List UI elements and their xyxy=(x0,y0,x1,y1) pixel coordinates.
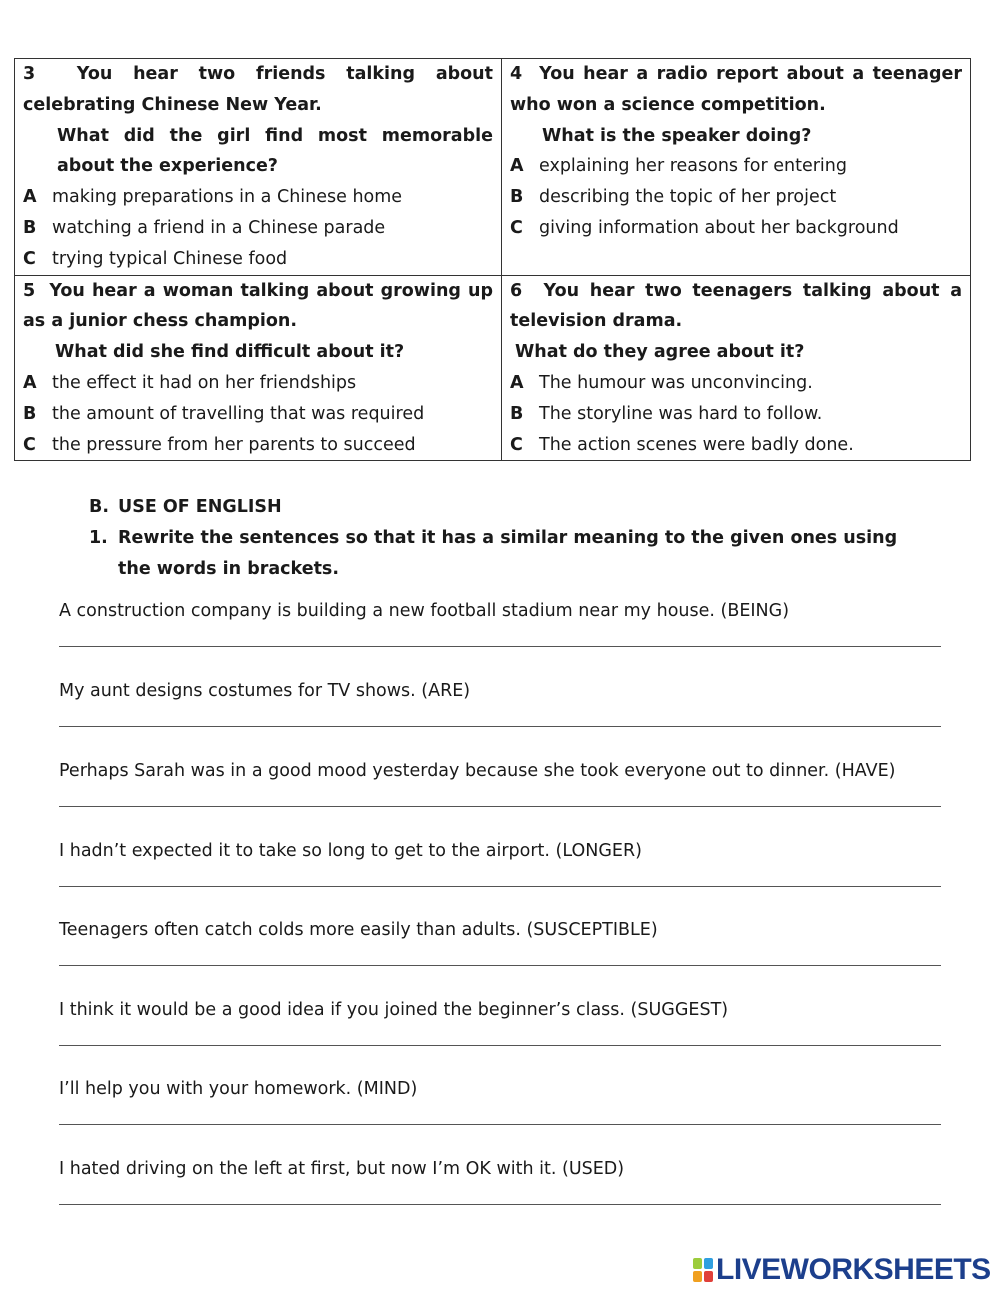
section-label: B. xyxy=(89,497,109,517)
question-6-prompt: What do they agree about it? xyxy=(515,342,805,363)
exercise-sentence: A construction company is building a new football stadium near my house. (BEING) xyxy=(59,601,790,621)
exercise-sentence: My aunt designs costumes for TV shows. (ARE) xyxy=(59,681,471,701)
liveworksheets-logo-icon xyxy=(692,1257,714,1283)
question-3-option-c[interactable]: C trying typical Chinese food xyxy=(23,248,288,269)
question-4-option-b[interactable]: B describing the topic of her project xyxy=(510,187,837,208)
exercise-item xyxy=(59,995,944,1047)
question-3-prompt: What did the girl find most memorable about the experience? xyxy=(57,125,493,177)
exercise-item xyxy=(59,915,944,967)
question-3-stem: 3 You hear two friends talking about celebrating Chinese New Year. xyxy=(23,64,493,115)
answer-line[interactable] xyxy=(59,1045,941,1047)
listening-questions-table xyxy=(14,58,971,461)
question-6-cell xyxy=(502,275,971,461)
question-5-cell xyxy=(15,275,502,461)
liveworksheets-brand: LIVEWORKSHEETS xyxy=(716,1253,991,1286)
exercise-item xyxy=(59,1074,944,1126)
instruction-text: Rewrite the sentences so that it has a similar meaning to the given ones using the words in brackets. xyxy=(118,528,898,579)
liveworksheets-logo[interactable] xyxy=(692,1254,991,1286)
exercise-sentence: I hated driving on the left at first, but now I’m OK with it. (USED) xyxy=(59,1159,625,1179)
question-4-cell xyxy=(502,59,971,276)
question-3-option-a[interactable]: A making preparations in a Chinese home xyxy=(23,187,403,208)
exercise-item xyxy=(59,676,944,728)
question-5-option-a[interactable]: A the effect it had on her friendships xyxy=(23,372,357,393)
exercise-item xyxy=(59,836,944,888)
answer-line[interactable] xyxy=(59,965,941,967)
question-3-option-b[interactable]: B watching a friend in a Chinese parade xyxy=(23,217,386,238)
instruction xyxy=(89,523,939,585)
question-6-option-a[interactable]: A The humour was unconvincing. xyxy=(510,372,813,393)
question-6-stem: 6 You hear two teenagers talking about a television drama. xyxy=(510,280,963,332)
answer-line[interactable] xyxy=(59,726,941,728)
instruction-number: 1. xyxy=(89,528,108,548)
exercise-sentence: Teenagers often catch colds more easily than adults. (SUSCEPTIBLE) xyxy=(59,920,658,940)
exercise-item xyxy=(59,596,944,648)
question-6-option-c[interactable]: C The action scenes were badly done. xyxy=(510,434,854,455)
question-5-stem: 5 You hear a woman talking about growing up as a junior chess champion. xyxy=(23,280,493,332)
exercise-item xyxy=(59,756,944,808)
exercise-item xyxy=(59,1154,944,1206)
answer-line[interactable] xyxy=(59,646,941,648)
exercise-sentence: I’ll help you with your homework. (MIND) xyxy=(59,1079,418,1099)
section-title: USE OF ENGLISH xyxy=(118,497,282,517)
exercise-sentence: I think it would be a good idea if you joined the beginner’s class. (SUGGEST) xyxy=(59,1000,729,1020)
answer-line[interactable] xyxy=(59,806,941,808)
answer-line[interactable] xyxy=(59,1124,941,1126)
question-4-option-a[interactable]: A explaining her reasons for entering xyxy=(510,156,847,177)
section-heading xyxy=(89,492,282,523)
question-5-prompt: What did she find difficult about it? xyxy=(55,342,405,363)
exercise-sentence: Perhaps Sarah was in a good mood yesterday because she took everyone out to dinner. (HAVE) xyxy=(59,761,896,781)
exercise-sentence: I hadn’t expected it to take so long to get to the airport. (LONGER) xyxy=(59,841,642,861)
answer-line[interactable] xyxy=(59,1204,941,1206)
answer-line[interactable] xyxy=(59,886,941,888)
question-4-option-c[interactable]: C giving information about her background xyxy=(510,217,899,238)
question-6-option-b[interactable]: B The storyline was hard to follow. xyxy=(510,403,823,424)
question-5-option-b[interactable]: B the amount of travelling that was required xyxy=(23,403,425,424)
question-4-prompt: What is the speaker doing? xyxy=(542,125,812,146)
question-3-cell xyxy=(15,59,502,276)
question-5-option-c[interactable]: C the pressure from her parents to succeed xyxy=(23,434,416,455)
question-4-stem: 4 You hear a radio report about a teenager who won a science competition. xyxy=(510,64,962,115)
